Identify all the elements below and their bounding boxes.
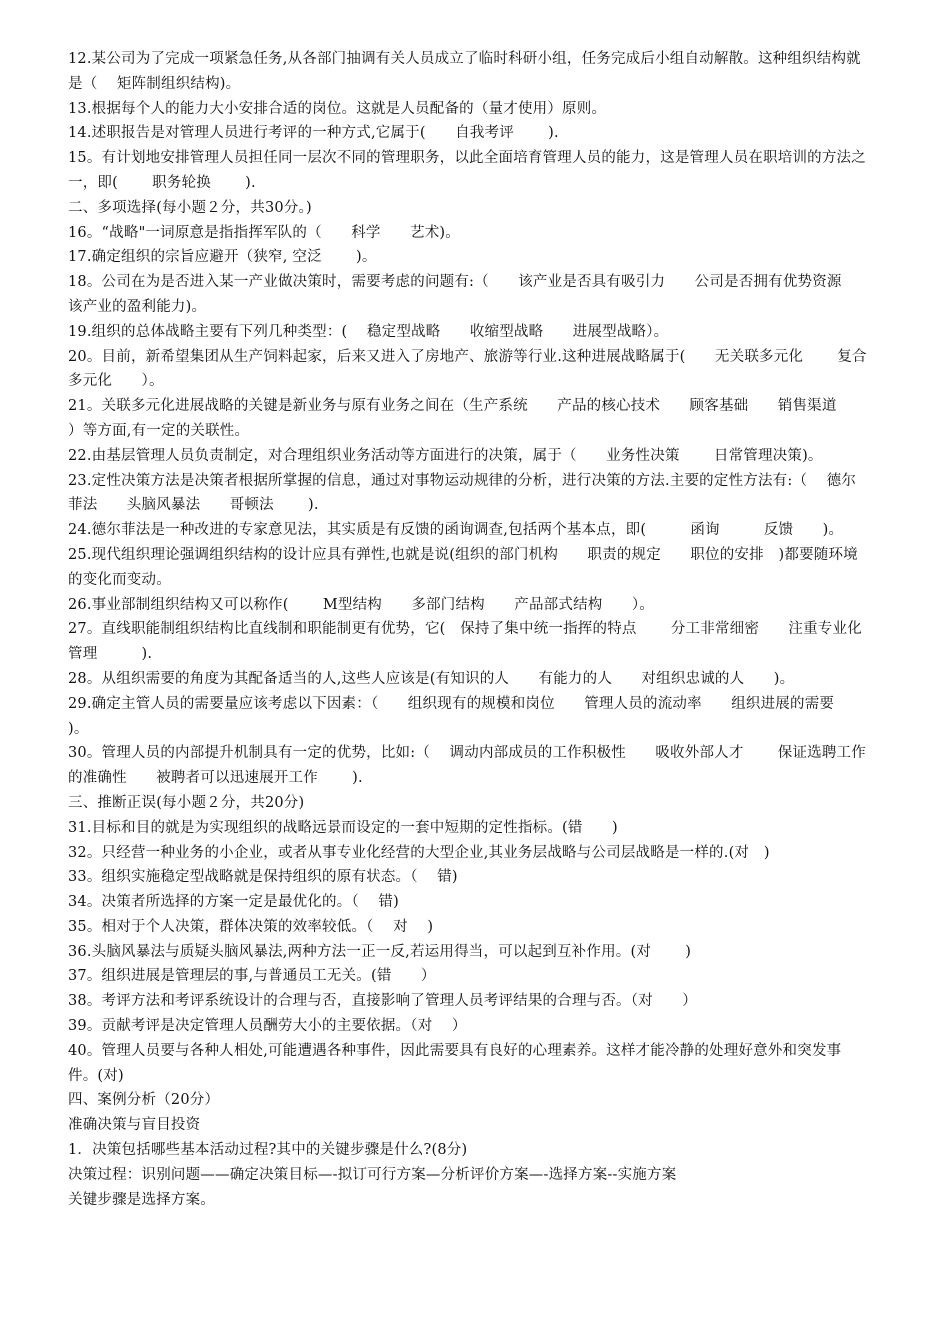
question-25: 25.现代组织理论强调组织结构的设计应具有弹性,也就是说(组织的部门机构 职责的规定 职位的安排 )都要随环境的变化而变动。 (68, 546, 858, 588)
question-19: 19.组织的总体战略主要有下列几种类型：( 稳定型战略 收缩型战略 进展型战略）。 (68, 323, 669, 340)
section-heading-case-analysis: 四、案例分析（20分） (68, 1092, 220, 1109)
question-24: 24.德尔菲法是一种改进的专家意见法，其实质是有反馈的函询调查,包括两个基本点，即( 函询 反馈 )。 (68, 522, 844, 539)
case-answer-key-step: 关键步骤是选择方案。 (68, 1191, 215, 1208)
question-37: 37。组织进展是管理层的事,与普通员工无关。(错 ） (68, 968, 436, 985)
question-21: 21。关联多元化进展战略的关键是新业务与原有业务之间在（生产系统 产品的核心技术 顾客基础 销售渠道 ）等方面,有一定的关联性。 (68, 398, 866, 439)
document-page (68, 47, 879, 1212)
section-heading-multiple-choice: 二、多项选择(每小题２分，共30分。) (68, 199, 312, 216)
question-12: 12.某公司为了完成一项紧急任务,从各部门抽调有关人员成立了临时科研小组，任务完成后小组自动解散。这种组织结构就是（ 矩阵制组织结构)。 (68, 51, 861, 92)
question-28: 28。从组织需要的角度为其配备适当的人,这些人应该是(有知识的人 有能力的人 对组织忠诚的人 )。 (68, 670, 795, 687)
question-23: 23.定性决策方法是决策者根据所掌握的信息，通过对事物运动规律的分析，进行决策的方法.主要的定性方法有:（ 德尔菲法 头脑风暴法 哥顿法 ). (68, 472, 857, 514)
case-title: 准确决策与盲目投资 (68, 1117, 201, 1134)
question-14: 14.述职报告是对管理人员进行考评的一种方式,它属于( 自我考评 ). (68, 125, 559, 142)
section-heading-true-false: 三、推断正误(每小题２分，共20分) (68, 794, 305, 811)
question-34: 34。决策者所选择的方案一定是最优化的。（ 错) (68, 894, 399, 911)
question-18: 18。公司在为是否进入某一产业做决策时，需要考虑的问题有:（ 该产业是否具有吸引力 公司是否拥有优势资源 该产业的盈利能力)。 (68, 274, 872, 315)
question-16: 16。“战略"一词原意是指指挥军队的（ 科学 艺术)。 (68, 224, 460, 241)
case-question-1: 1．决策包括哪些基本活动过程?其中的关键步骤是什么?(8分) (68, 1142, 468, 1159)
question-32: 32。只经营一种业务的小企业，或者从事专业化经营的大型企业,其业务层战略与公司层战略是一样的.(对 ) (68, 844, 770, 861)
question-20: 20。目前，新希望集团从生产饲料起家，后来又进入了房地产、旅游等行业.这种进展战略属于( 无关联多元化 复合多元化 ）。 (68, 348, 867, 390)
question-30: 30。管理人员的内部提升机制具有一定的优势，比如:（ 调动内部成员的工作积极性 吸收外部人才 保证选聘工作的准确性 被聘者可以迅速展开工作 ). (68, 745, 866, 787)
question-40: 40。管理人员要与各种人相处,可能遭遇各种事件，因此需要具有良好的心理素养。这样才能冷静的处理好意外和突发事件。(对) (68, 1042, 842, 1084)
question-17: 17.确定组织的宗旨应避开（狭窄, 空泛 )。 (68, 249, 377, 266)
question-13: 13.根据每个人的能力大小安排合适的岗位。这就是人员配备的（量才使用）原则。 (68, 100, 607, 117)
question-31: 31.目标和目的就是为实现组织的战略远景而设定的一套中短期的定性指标。(错 ) (68, 819, 618, 836)
case-answer-process: 决策过程：识别问题——确定决策目标—-拟订可行方案—分析评价方案—-选择方案--实施方案 (68, 1166, 677, 1183)
question-27: 27。直线职能制组织结构比直线制和职能制更有优势，它( 保持了集中统一指挥的特点 分工非常细密 注重专业化管理 ). (68, 621, 862, 663)
question-15: 15。有计划地安排管理人员担任同一层次不同的管理职务，以此全面培育管理人员的能力，这是管理人员在职培训的方法之一，即( 职务轮换 ). (68, 150, 866, 191)
question-26: 26.事业部制组织结构又可以称作( M型结构 多部门结构 产品部式结构 ）。 (68, 596, 655, 613)
question-22: 22.由基层管理人员负责制定，对合理组织业务活动等方面进行的决策，属于（ 业务性决策 日常管理决策)。 (68, 447, 823, 464)
question-33: 33。组织实施稳定型战略就是保持组织的原有状态。（ 错) (68, 869, 458, 886)
question-38: 38。考评方法和考评系统设计的合理与否，直接影响了管理人员考评结果的合理与否。（对 ） (68, 993, 697, 1010)
question-39: 39。贡献考评是决定管理人员酬劳大小的主要依据。（对 ） (68, 1018, 467, 1035)
question-36: 36.头脑风暴法与质疑头脑风暴法,两种方法一正一反,若运用得当，可以起到互补作用。(对 ) (68, 943, 692, 960)
question-35: 35。相对于个人决策，群体决策的效率较低。（ 对 ) (68, 918, 434, 935)
question-29: 29.确定主管人员的需要量应该考虑以下因素：（ 组织现有的规模和岗位 管理人员的流动率 组织进展的需要 )。 (68, 695, 879, 737)
